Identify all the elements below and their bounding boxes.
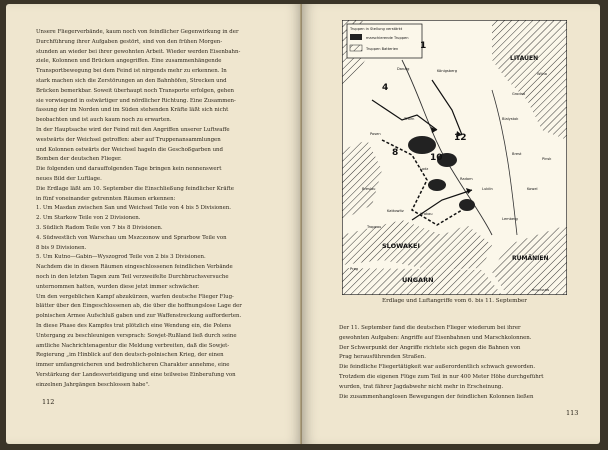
text-line: ziele, Kolonnen und Brücken angegriffen. Eine zusammenhängende [36,58,222,65]
place-label: Radom [460,177,473,181]
place-label: Kowel [527,187,538,191]
place-label: Breslau [362,187,376,191]
text-line: Der 11. September fand die deutschen Flieger wiederum bei ihrer [339,325,521,331]
text-line: 5. Um Kutno—Gabin—Wyszogrod Teile von 2 bis 3 Divisionen. [36,254,206,261]
place-label: Lublin [482,187,493,191]
legend-marker-1 [350,34,362,40]
page-number: 113 [566,409,579,417]
campaign-map [342,20,567,295]
text-line: Die zusammenhanglosen Bewegungen der feindlichen Kolonnen ließen [339,393,534,400]
text-line: noch in den letzten Tagen zum Teil verzweifelte Durchbruchsversuche [36,273,229,280]
place-label: Posen [370,132,381,136]
region-label: RUMÄNIEN [512,255,549,262]
right-page [302,4,600,444]
text-line: 8 bis 9 Divisionen. [36,244,87,251]
encircled-forces [408,136,436,154]
encircled-forces [459,199,475,211]
text-line: immer umfangreicheren und bedrohlicheren Charakter annehme, eine [36,362,230,369]
text-line: 1. Um Masdan zwischen San und Weichsel Teile von 4 bis 5 Divisionen. [36,205,232,212]
place-label: Thorn [404,117,415,121]
map-number: 4 [382,83,389,93]
region-label: SLOWAKEI [382,242,420,250]
region-label: LITAUEN [510,55,539,62]
text-line: 2. Um Starkow Teile von 2 Divisionen. [36,215,141,222]
left-page [6,4,302,444]
legend-row-1: marschierende Truppen [366,36,409,40]
text-line: fassung der im Norden und im Süden stehenden Kräfte läßt sich nicht [36,107,229,114]
text-line: Die folgenden und darauffolgenden Tage bringen kein nennenswert [36,166,222,173]
text-line: Regierung „im Hinblick auf den deutsch-polnischen Krieg, der einen [36,352,224,359]
text-line: blätter über den Eingeschlossenen ab, die über die hoffnungslose Lage der [36,303,242,310]
text-line: In der Hauptsache wird der Feind mit den Angriffen unserer Luftwaffe [36,126,230,133]
text-line: polnischen Armee Aufschluß gaben und zur Waffenstreckung aufforderten. [36,313,242,320]
legend-title: Truppen in Stellung verstärkt [350,27,403,31]
text-line: Transportbewegung bei dem Feind ist nirgends mehr zu erkennen. In [36,68,227,75]
text-line: gewohnten Aufgaben: Angriffe auf Eisenbahnen und Marschkolonnen. [339,334,532,341]
map-number: 8 [392,148,399,158]
region-label: UNGARN [402,276,434,284]
text-line: Verstärkung der Landesverteidigung und eine teilweise Einberufung von [36,371,236,378]
left-page-text [36,28,286,390]
map-number: 10 [430,153,443,163]
place-label: Bialystok [502,117,519,121]
text-line: In diese Phase des Kampfes trat plötzlich eine Wendung ein, die Polens [36,322,232,329]
place-label: Troppau [367,225,382,229]
map-number: 12 [454,133,467,143]
place-label: Lemberg [502,217,518,221]
text-line: Nachdem die in diesen Räumen eingeschlossenen feindlichen Verbände [36,264,233,271]
text-line: Unsere Fliegerverbände, kaum noch von feindlicher Gegenwirkung in der [36,29,239,35]
text-line: Der Schwerpunkt der Angriffe richtete sich gegen die Bahnen von [339,344,521,351]
place-label: Prag [350,267,359,271]
place-label: Grodno [512,92,526,96]
text-line: einzelnen Jahrgängen beschlossen habe". [36,381,150,388]
place-label: Pinsk [542,157,552,161]
page-number: 112 [42,398,55,406]
right-page-text [339,324,574,402]
place-label: Krakau [420,212,433,216]
legend-marker-2 [350,45,362,51]
text-line: 4. Südwestlich von Warschau um Mszczonow und Sprarbow Teile von [36,234,227,241]
text-line: Untergang zu beschleunigen versprach: Sowjet-Rußland ließ durch seine [36,332,237,339]
text-line: Die Erdlage läßt am 10. September die Einschließung feindlicher Kräfte [36,185,234,192]
text-line: Prag herausführenden Straßen. [339,354,426,361]
text-line: wurden, trat fährer Jagdabwehr nicht mehr in Erscheinung. [339,383,504,390]
place-label: Königsberg [437,69,457,73]
place-label: Wilna [537,72,547,76]
legend-row-2: Truppen Batterien [366,47,399,51]
text-line: Bomben der deutschen Flieger. [36,156,122,163]
place-label: Danzig [397,67,410,71]
text-line: amtliche Nachrichtenagentur die Meldung verbreiten, daß die Sowjet- [36,342,230,349]
place-label: Kattowitz [387,209,404,213]
map-caption: Erdlage und Luftangriffe vom 6. bis 11. September [382,298,527,304]
text-line: Trotzdem die eigenen Flüge zum Teil in nur 400 Meter Höhe durchgeführt [339,373,544,380]
place-label: Lodz [420,167,429,171]
text-line: unternommen hatten, wurden diese jetzt immer schwächer. [36,283,200,290]
text-line: Brücken bemerkbar. Soweit überhaupt noch Transporte erfolgen, gehen [36,87,234,94]
text-line: Durchführung ihrer Aufgaben gestört, sind von den frühen Morgen- [36,38,223,45]
encircled-forces [428,179,446,191]
text-line: beobachten und ist auch kaum noch zu erwarten. [36,117,172,124]
text-line: in fünf voneinander getrennten Räumen erkennen: [36,195,176,202]
text-line: Um den vergeblichen Kampf abzukürzen, warfen deutsche Flieger Flug- [36,293,234,300]
text-line: neues Bild der Luftlage. [36,175,102,182]
text-line: Die feindliche Fliegertätigkeit war außerordentlich schwach geworden. [339,364,536,371]
map-number: 1 [420,41,427,51]
text-line: sie vorwiegend in ostwärtiger und nördlicher Richtung. Eine Zusammen- [36,97,236,104]
text-line: 3. Südlich Radom Teile von 7 bis 8 Divisionen. [36,224,163,231]
text-line: stark machen sich die Zerstörungen an den Bahnhöfen, Strecken und [36,77,227,84]
text-line: und Kolonnen ostwärts der Weichsel hageln die Geschoßgarben und [36,146,223,153]
map-signature: HOLLMANN [532,288,550,292]
text-line: westwärts der Weichsel getroffen: aber auf Truppenansammlungen [36,136,221,143]
place-label: Brest [512,152,522,156]
text-line: stunden an wieder bei ihrer gewohnten Arbeit. Wieder werden Eisenbahn- [36,48,241,55]
